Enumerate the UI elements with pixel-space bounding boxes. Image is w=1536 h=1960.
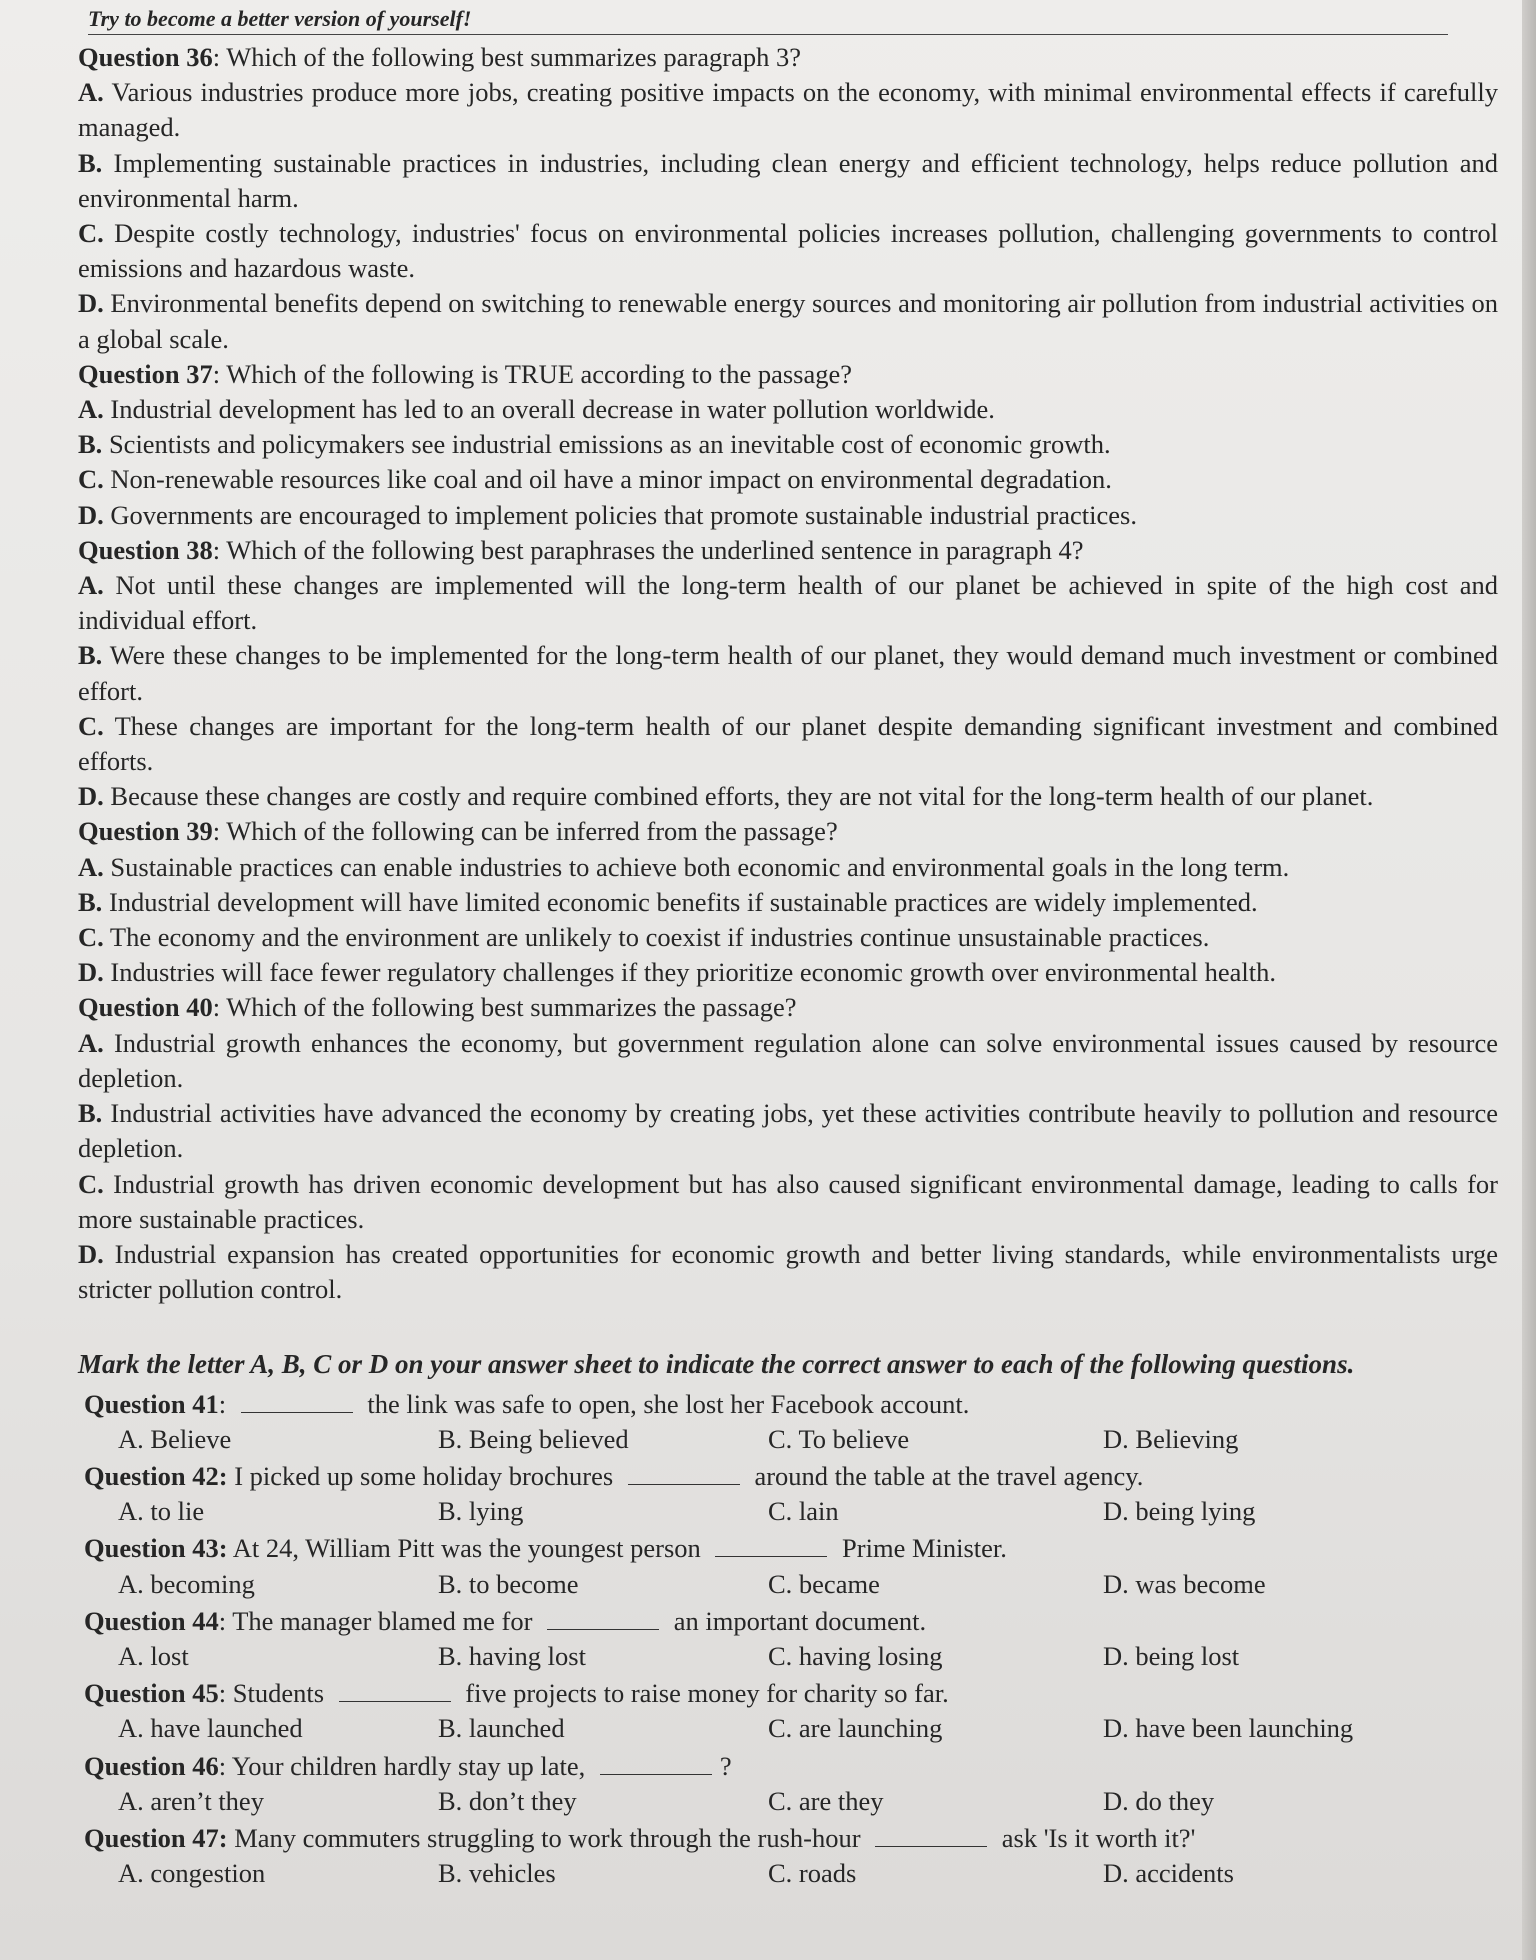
option-text: Governments are encouraged to implement policies that promote sustainable industrial practices. xyxy=(110,499,1137,530)
question-stem xyxy=(84,1604,1498,1639)
option-letter: A. xyxy=(78,394,104,425)
question-number: Question 36 xyxy=(78,42,213,72)
question-block xyxy=(78,990,1498,1307)
option-row xyxy=(118,1422,1498,1457)
option-letter: C. xyxy=(78,218,104,249)
answer-option xyxy=(78,498,1498,533)
grammar-question xyxy=(78,1676,1498,1746)
answer-option: B. vehicles xyxy=(438,1858,556,1889)
option-letter: A. xyxy=(78,570,104,601)
answer-option: D. accidents xyxy=(1103,1858,1234,1889)
option-text: The economy and the environment are unlikely to coexist if industries continue unsustainable practices. xyxy=(109,922,1210,953)
option-letter: B. xyxy=(78,640,103,671)
question-block xyxy=(78,814,1498,990)
question-block xyxy=(78,533,1498,815)
question-stem xyxy=(84,1459,1498,1494)
option-text: Industrial growth enhances the economy, but government regulation alone can solve environmental issues caused by resource depletion. xyxy=(78,1027,1499,1093)
question-number: Question 40 xyxy=(78,992,213,1023)
option-text: Environmental benefits depend on switching to renewable energy sources and monitoring air pollution from industrial activities on a global scale. xyxy=(78,288,1498,354)
answer-option: D. being lying xyxy=(1103,1496,1256,1527)
question-stem xyxy=(78,357,1498,392)
answer-option: B. to become xyxy=(438,1568,579,1599)
answer-option: A. to lie xyxy=(118,1496,205,1527)
option-text: Industrial growth has driven economic development but has also caused significant environmental damage, leading to calls for more sustainable practices. xyxy=(78,1168,1498,1234)
answer-blank xyxy=(628,1464,740,1485)
answer-option xyxy=(78,1237,1498,1307)
answer-option: A. lost xyxy=(118,1640,189,1671)
answer-blank xyxy=(547,1609,659,1630)
answer-option: D. Believing xyxy=(1103,1423,1239,1454)
option-row xyxy=(118,1567,1498,1602)
answer-option: C. are they xyxy=(768,1785,884,1816)
answer-option: C. To believe xyxy=(768,1423,910,1454)
question-text-after: five projects to raise money for charity so far. xyxy=(458,1678,949,1709)
question-number: Question 46 xyxy=(84,1750,219,1781)
option-letter: D. xyxy=(78,957,104,988)
option-row xyxy=(118,1711,1498,1746)
question-text: : Which of the following best paraphrases the underlined sentence in paragraph 4? xyxy=(212,534,1084,565)
option-letter: A. xyxy=(78,851,104,882)
answer-option xyxy=(78,392,1498,427)
answer-option xyxy=(78,1026,1498,1096)
answer-option: D. was become xyxy=(1103,1568,1266,1599)
option-letter: D. xyxy=(78,499,104,530)
question-block xyxy=(78,357,1498,533)
answer-option xyxy=(78,885,1498,920)
answer-option xyxy=(78,216,1498,286)
answer-blank xyxy=(875,1826,987,1847)
answer-option: B. having lost xyxy=(438,1640,586,1671)
answer-option xyxy=(78,638,1498,708)
question-number: Question 42: xyxy=(84,1460,228,1491)
answer-option: A. aren’t they xyxy=(118,1785,264,1816)
grammar-question xyxy=(78,1604,1498,1674)
question-number: Question 43: xyxy=(84,1533,228,1564)
grammar-question xyxy=(78,1749,1498,1819)
answer-option: A. have launched xyxy=(118,1713,303,1744)
option-text: Implementing sustainable practices in industries, including clean energy and efficient technology, helps reduce pollution and environmental harm. xyxy=(78,147,1498,213)
option-row xyxy=(118,1784,1498,1819)
answer-option: B. lying xyxy=(438,1496,524,1527)
answer-option: C. having losing xyxy=(768,1640,943,1671)
option-text: Sustainable practices can enable industries to achieve both economic and environmental goals in the long term. xyxy=(110,851,1290,882)
option-letter: B. xyxy=(78,886,103,917)
option-text: Industries will face fewer regulatory challenges if they prioritize economic growth over environmental health. xyxy=(110,957,1276,988)
question-stem xyxy=(78,814,1498,849)
answer-option xyxy=(78,568,1498,638)
question-text: : Which of the following best summarizes the passage? xyxy=(212,992,797,1023)
grammar-question xyxy=(78,1387,1498,1457)
question-text-after: around the table at the travel agency. xyxy=(747,1460,1144,1491)
option-letter: B. xyxy=(78,147,103,178)
option-letter: B. xyxy=(78,429,103,460)
answer-option: C. roads xyxy=(768,1858,857,1889)
option-text: Industrial activities have advanced the economy by creating jobs, yet these activities contribute heavily to pollution and resource depletion. xyxy=(78,1098,1498,1164)
answer-blank xyxy=(600,1754,712,1775)
answer-option: A. becoming xyxy=(118,1568,255,1599)
question-text-before: : xyxy=(218,1388,233,1419)
question-number: Question 39 xyxy=(78,816,213,847)
answer-option xyxy=(78,75,1498,145)
option-text: Industrial development will have limited economic benefits if sustainable practices are widely implemented. xyxy=(108,886,1258,917)
option-letter: C. xyxy=(78,710,104,741)
question-stem xyxy=(84,1749,1498,1784)
question-stem xyxy=(84,1387,1498,1422)
worksheet-content xyxy=(78,40,1498,1891)
option-text: Not until these changes are implemented will the long-term health of our planet be achieved in spite of the high cost and individual effort. xyxy=(78,570,1498,636)
option-text: Because these changes are costly and require combined efforts, they are not vital for the long-term health of our planet. xyxy=(110,781,1374,812)
answer-blank xyxy=(339,1681,451,1702)
answer-option xyxy=(78,427,1498,462)
option-letter: C. xyxy=(78,464,104,495)
question-number: Question 38 xyxy=(78,534,213,565)
answer-option: B. launched xyxy=(438,1713,565,1744)
question-number: Question 37 xyxy=(78,358,213,389)
question-stem xyxy=(78,40,1498,75)
question-text-before: At 24, William Pitt was the youngest person xyxy=(227,1533,708,1564)
answer-option xyxy=(78,779,1498,814)
question-text: : Which of the following is TRUE according to the passage? xyxy=(212,358,853,389)
option-text: These changes are important for the long-term health of our planet despite demanding significant investment and combined efforts. xyxy=(78,710,1498,777)
answer-option xyxy=(78,850,1498,885)
answer-option xyxy=(78,709,1498,779)
answer-option xyxy=(78,955,1498,990)
option-text: Non-renewable resources like coal and oil have a minor impact on environmental degradation. xyxy=(110,464,1112,495)
answer-option: D. do they xyxy=(1103,1785,1215,1816)
question-number: Question 41 xyxy=(84,1388,219,1419)
option-letter: D. xyxy=(78,288,104,319)
question-stem xyxy=(78,533,1498,568)
grammar-question xyxy=(78,1531,1498,1601)
answer-option: D. have been launching xyxy=(1103,1713,1354,1744)
answer-option xyxy=(78,1096,1498,1166)
question-number: Question 47: xyxy=(84,1822,228,1853)
answer-option xyxy=(78,146,1498,216)
option-letter: B. xyxy=(78,1098,103,1129)
answer-blank xyxy=(715,1536,827,1557)
question-text: : Which of the following can be inferred from the passage? xyxy=(212,816,838,847)
question-stem xyxy=(84,1676,1498,1711)
option-text: Industrial expansion has created opportunities for economic growth and better living standards, while environmentalists urge stricter pollution control. xyxy=(78,1238,1498,1305)
question-text-after: ask 'Is it worth it?' xyxy=(995,1822,1196,1853)
question-stem xyxy=(78,990,1498,1025)
question-number: Question 45 xyxy=(84,1678,219,1709)
answer-option xyxy=(78,920,1498,955)
question-text-before: : Your children hardly stay up late, xyxy=(218,1750,592,1781)
option-letter: A. xyxy=(78,1027,104,1058)
answer-option xyxy=(78,1167,1498,1237)
question-text-after: ? xyxy=(719,1750,732,1781)
answer-option: A. Believe xyxy=(118,1423,232,1454)
answer-option: B. Being believed xyxy=(438,1423,629,1454)
paper-edge xyxy=(1522,0,1536,1960)
question-number: Question 44 xyxy=(84,1605,219,1636)
option-text: Industrial development has led to an overall decrease in water pollution worldwide. xyxy=(110,394,995,425)
question-block xyxy=(78,40,1498,357)
question-text-before: I picked up some holiday brochures xyxy=(227,1460,620,1491)
answer-option: B. don’t they xyxy=(438,1785,577,1816)
answer-option xyxy=(78,286,1498,356)
grammar-question xyxy=(78,1459,1498,1529)
option-letter: C. xyxy=(78,922,104,953)
answer-option: C. are launching xyxy=(768,1713,943,1744)
option-letter: A. xyxy=(78,77,104,108)
option-row xyxy=(118,1639,1498,1674)
option-letter: D. xyxy=(78,1238,104,1269)
option-letter: D. xyxy=(78,781,104,812)
answer-blank xyxy=(241,1392,353,1413)
option-text: Various industries produce more jobs, creating positive impacts on the economy, with minimal environmental effects if carefully managed. xyxy=(78,77,1498,143)
grammar-question xyxy=(78,1821,1498,1891)
answer-option xyxy=(78,462,1498,497)
question-stem xyxy=(84,1531,1498,1566)
question-text: : Which of the following best summarizes paragraph 3? xyxy=(212,42,801,72)
option-text: Despite costly technology, industries' focus on environmental policies increases pollution, challenging governments to control emissions and hazardous waste. xyxy=(78,218,1499,284)
question-text-after: an important document. xyxy=(667,1605,927,1636)
answer-option: A. congestion xyxy=(118,1858,266,1889)
page-header: Try to become a better version of yourself! xyxy=(88,6,1448,35)
question-text-before: : Students xyxy=(218,1678,331,1709)
question-text-after: the link was safe to open, she lost her Facebook account. xyxy=(360,1388,970,1419)
option-row xyxy=(118,1856,1498,1891)
option-row xyxy=(118,1494,1498,1529)
answer-option: D. being lost xyxy=(1103,1640,1240,1671)
option-text: Were these changes to be implemented for the long-term health of our planet, they would demand much investment or combined effort. xyxy=(78,640,1498,706)
question-text-before: Many commuters struggling to work through the rush-hour xyxy=(227,1822,868,1853)
option-letter: C. xyxy=(78,1168,104,1199)
option-text: Scientists and policymakers see industrial emissions as an inevitable cost of economic growth. xyxy=(108,429,1111,460)
answer-option: C. lain xyxy=(768,1496,839,1527)
question-text-after: Prime Minister. xyxy=(835,1533,1007,1564)
section-instruction: Mark the letter A, B, C or D on your answer sheet to indicate the correct answer to each of the following questions. xyxy=(78,1349,1355,1380)
question-text-before: : The manager blamed me for xyxy=(218,1605,540,1636)
answer-option: C. became xyxy=(768,1568,880,1599)
question-stem xyxy=(84,1821,1498,1856)
